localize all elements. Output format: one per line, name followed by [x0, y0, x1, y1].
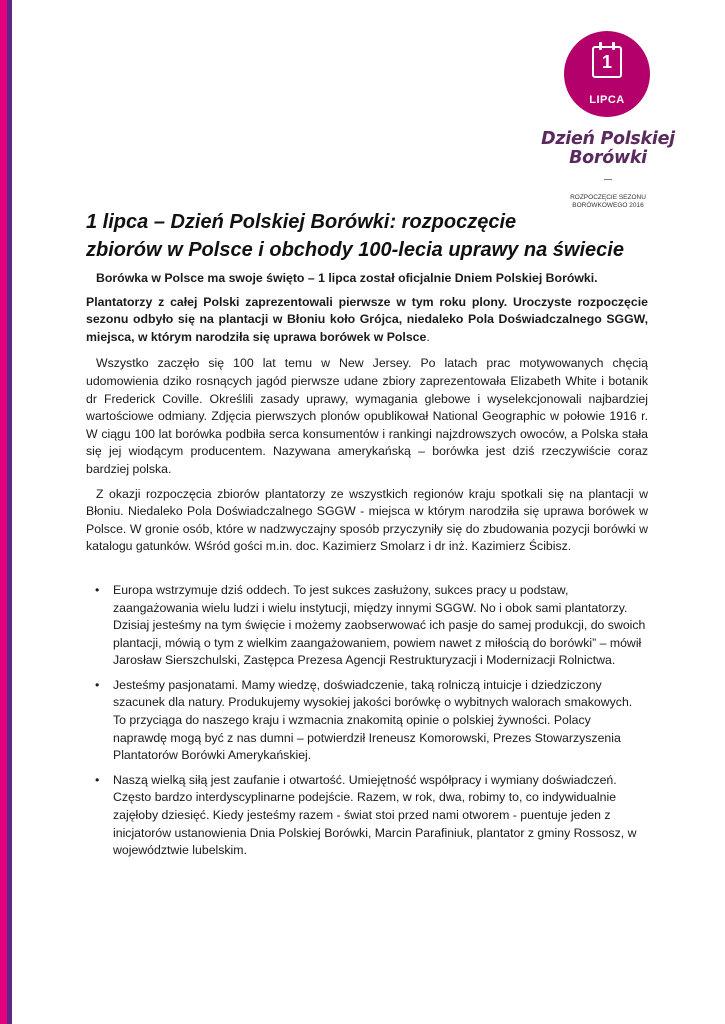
quote-item — [86, 772, 648, 860]
logo-circle — [564, 31, 650, 117]
lead-paragraph-text: Plantatorzy z całej Polski zaprezentowali pierwsze w tym roku plony. Uroczyste rozpoczęcie sezonu odbyło się na plantacji w Błoniu koło Grójca, niedaleko Pola Doświadczalnego SGGW, miejsca, w którym narodziła się uprawa borówek w Polsce — [86, 294, 648, 344]
bullet-icon: • — [95, 677, 100, 692]
quotes-list — [86, 582, 648, 860]
calendar-icon — [592, 46, 622, 78]
lead-paragraph — [86, 294, 648, 347]
quote-text: Europa wstrzymuje dziś oddech. To jest sukces zasłużony, sukces pracy u podstaw, zaangażowania wielu ludzi i wielu instytucji, między innymi SGGW. No i obok sami plantatorzy. Dzisiaj jesteśmy na tym święcie i możemy zaobserwować ich pasje do samej produkcji, do swoich plantacji, mówią o tym z wielkim zaangażowaniem, powiem nawet z miłością do borówki” – mówił Jarosław Sierszchulski, Zastępca Prezesa Agencji Restrukturyzacji i Modernizacji Rolnictwa. — [113, 582, 646, 668]
logo-subtitle-line1: ROZPOCZĘCIE SEZONU — [570, 194, 646, 201]
left-edge-bar — [0, 0, 15, 1024]
logo-divider — [604, 179, 612, 180]
bullet-icon: • — [95, 582, 100, 597]
calendar-day: 1 — [601, 52, 612, 72]
event-paragraph: Z okazji rozpoczęcia zbiorów plantatorzy ze wszystkich regionów kraju spotkali się na plantacji w Błoniu. Niedaleko Pola Doświadczalnego SGGW - miejsca w którym narodziła się uprawa borówek w Polsce. W gronie osób, które w nadzwyczajny sposób przyczyniły się do zbudowania pozycji borówki w katalogu gatunków. Wśród gości m.in. doc. Kazimierz Smolarz i dr inż. Kazimierz Ścibisz. — [86, 486, 648, 554]
article-body — [86, 270, 648, 867]
calendar-ring-right — [612, 42, 615, 50]
quote-item — [86, 677, 648, 765]
logo-subtitle-line2: BORÓWKOWEGO 2016 — [572, 202, 644, 209]
title-line2: zbiorów w Polsce i obchody 100-lecia uprawy na świecie — [86, 239, 624, 261]
lead-paragraph-end: . — [426, 329, 430, 344]
title-line1: 1 lipca – Dzień Polskiej Borówki: rozpoczęcie — [86, 211, 517, 233]
calendar-ring-left — [599, 42, 602, 50]
calendar-month: LIPCA — [589, 94, 625, 106]
quote-text: Jesteśmy pasjonatami. Mamy wiedzę, doświadczenie, taką rolniczą intuicje i dziedziczony szacunek dla natury. Produkujemy wysokiej jakości borówkę o wybitnych walorach smakowych. To przyciąga do naszego kraju i wzmacnia znakomitą opinie o polskiej żywności. Polacy naprawdę mogą być z nas dumni – potwierdził Ireneusz Komorowski, Prezes Stowarzyszenia Plantatorów Borówki Amerykańskiej. — [113, 677, 633, 763]
event-logo — [538, 28, 678, 228]
lead-sentence: Borówka w Polsce ma swoje święto – 1 lipca został oficjalnie Dniem Polskiej Borówki. — [96, 271, 598, 285]
logo-name-line1: Dzień Polskiej — [541, 129, 675, 149]
logo-name-line2: Borówki — [569, 148, 647, 168]
logo-name — [538, 130, 678, 168]
document-title — [86, 208, 646, 264]
quote-text: Naszą wielką siłą jest zaufanie i otwartość. Umiejętność współpracy i wymiany doświadczeń. Często bardzo interdyscyplinarne podejście. Razem, w rok, dwa, robimy to, co indywidualnie zajęłoby dziesięć. Kiedy jesteśmy razem - świat stoi przed nami otworem - puentuje jeden z inicjatorów ustanowienia Dnia Polskiej Borówki, Marcin Parafiniuk, plantator z gminy Rossosz, w województwie lubelskim. — [113, 772, 637, 858]
quote-item — [86, 582, 648, 670]
bullet-icon: • — [95, 772, 100, 787]
history-paragraph: Wszystko zaczęło się 100 lat temu w New Jersey. Po latach prac motywowanych chęcią udomowienia dziko rosnących jagód pierwsze udane zbiory zaprezentowała Elizabeth White i botanik dr Frederick Coville. Określili zasady uprawy, wymagania glebowe i wyselekcjonowali najbardziej wartościowe odmiany. Zdjęcia pierwszych plonów opublikował National Geographic w połowie 1916 r. W ciągu 100 lat borówka podbiła serca konsumentów i rankingi najzdrowszych owoców, a Polska stała się jej wiodącym producentem. Nazywana amerykańską – borówka jest dziś rzeczywiście coraz bardziej polska. — [86, 356, 648, 476]
